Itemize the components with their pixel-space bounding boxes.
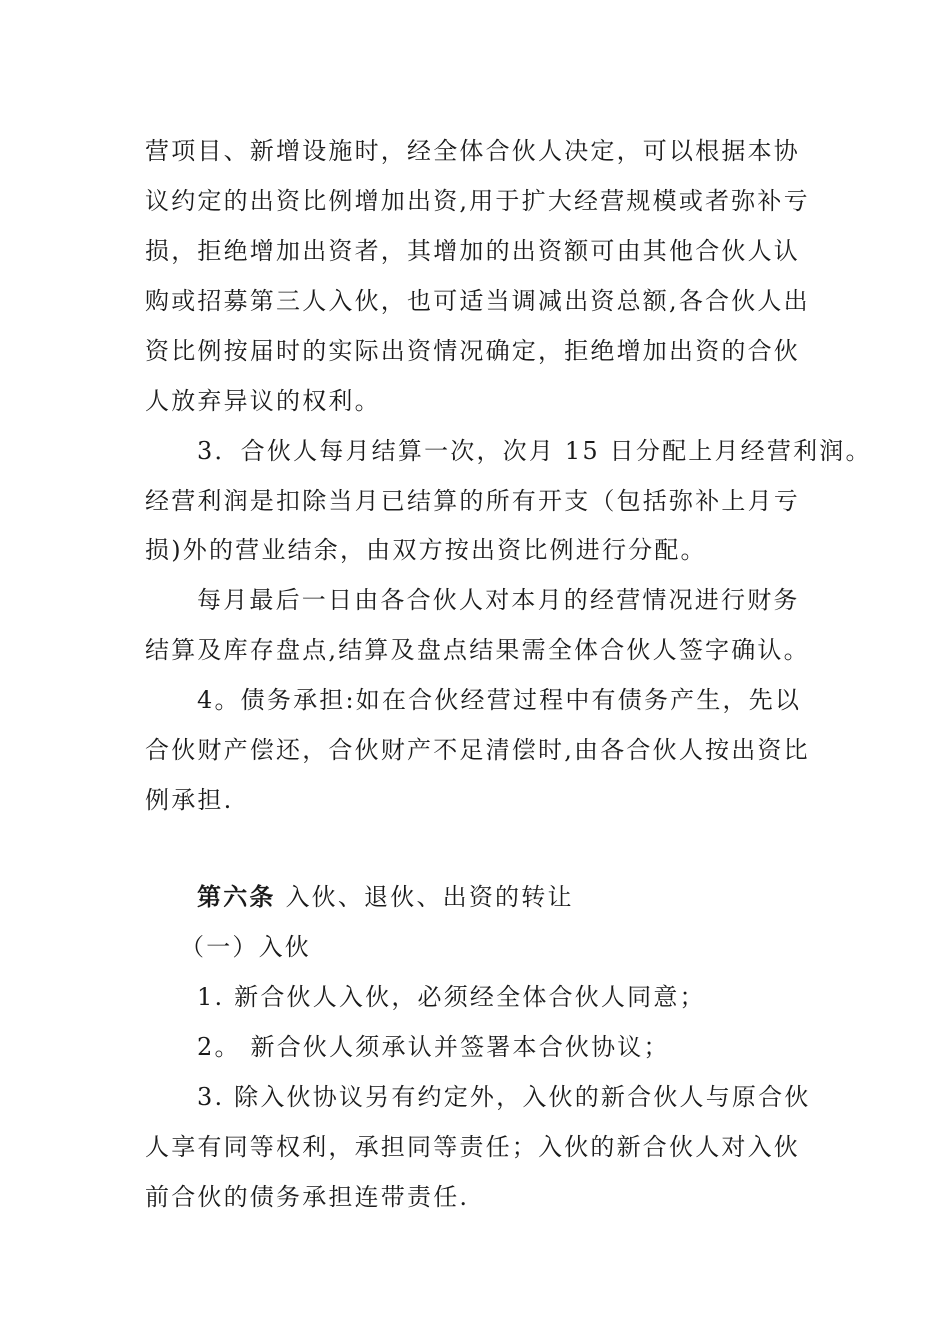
text-line: 3. 除入伙协议另有约定外，入伙的新合伙人与原合伙 [197,1083,811,1111]
text-line: 每月最后一日由各合伙人对本月的经营情况进行财务 [197,586,800,614]
text-line: 经营利润是扣除当月已结算的所有开支（包括弥补上月亏 [145,487,800,515]
text-line: 3．合伙人每月结算一次，次月 15 日分配上月经营利润。 [197,437,872,465]
text-line: 损，拒绝增加出资者，其增加的出资额可由其他合伙人认 [145,237,800,265]
text-line: 前合伙的债务承担连带责任. [145,1183,470,1211]
text-line: 人享有同等权利，承担同等责任；入伙的新合伙人对入伙 [145,1133,800,1161]
section-heading: （一）入伙 [180,933,311,961]
text-line: 4。债务承担:如在合伙经营过程中有债务产生，先以 [197,686,802,714]
list-item: 2。 新合伙人须承认并签署本合伙协议； [197,1033,670,1061]
article-heading [197,882,574,912]
text-line: 资比例按届时的实际出资情况确定，拒绝增加出资的合伙 [145,337,800,365]
article-label: 第六条 [197,882,276,911]
text-line: 结算及库存盘点,结算及盘点结果需全体合伙人签字确认。 [145,636,810,664]
text-line: 合伙财产偿还，合伙财产不足清偿时,由各合伙人按出资比 [145,736,810,764]
text-line: 人放弃异议的权利。 [145,387,381,415]
text-line: 例承担. [145,786,234,814]
text-line: 损)外的营业结余，由双方按出资比例进行分配。 [145,536,707,564]
text-line: 营项目、新增设施时，经全体合伙人决定，可以根据本协 [145,137,800,165]
list-item: 1. 新合伙人入伙，必须经全体合伙人同意； [197,983,706,1011]
article-title: 入伙、退伙、出资的转让 [285,883,574,911]
text-line: 购或招募第三人入伙，也可适当调减出资总额,各合伙人出 [145,287,810,315]
text-line: 议约定的出资比例增加出资,用于扩大经营规模或者弥补亏 [145,187,810,215]
